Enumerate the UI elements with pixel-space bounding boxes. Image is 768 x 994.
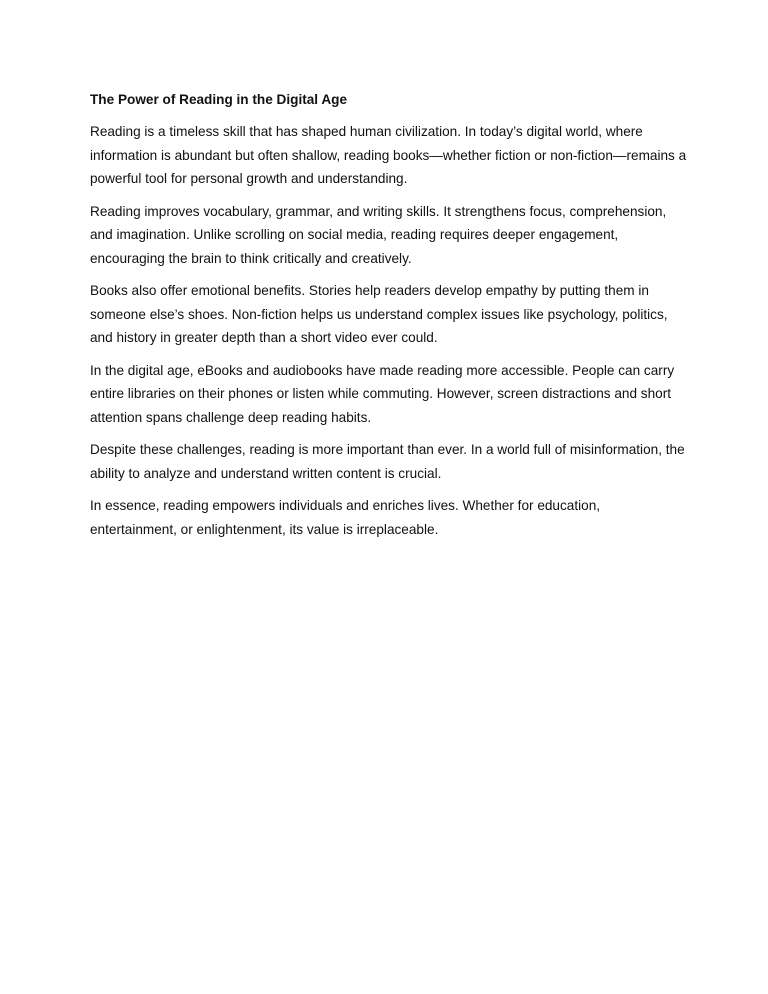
paragraph-skills: Reading improves vocabulary, grammar, and writing skills. It strengthens focus, comprehension, and imagination. Unlike scrolling on social media, reading requires deeper engagement, encouraging the brain to think critically and creatively.	[90, 203, 667, 266]
paragraph-challenges: Despite these challenges, reading is more important than ever. In a world full of misinformation, the ability to analyze and understand written content is crucial.	[90, 442, 685, 481]
document-body	[90, 90, 690, 550]
document-title: The Power of Reading in the Digital Age	[90, 92, 348, 107]
paragraph-intro: Reading is a timeless skill that has shaped human civilization. In today’s digital world, where information is abundant but often shallow, reading books—whether fiction or non-fiction—remains a powerful tool for personal growth and understanding.	[90, 124, 687, 186]
paragraph-emotional-benefits: Books also offer emotional benefits. Stories help readers develop empathy by putting them in someone else’s shoes. Non-fiction helps us understand complex issues like psychology, politics, and history in greater depth than a short video ever could.	[90, 283, 668, 345]
paragraph-digital-age: In the digital age, eBooks and audiobooks have made reading more accessible. People can carry entire libraries on their phones or listen while commuting. However, screen distractions and short attention spans challenge deep reading habits.	[90, 362, 675, 425]
paragraph-conclusion: In essence, reading empowers individuals and enriches lives. Whether for education, entertainment, or enlightenment, its value is irreplaceable.	[90, 498, 601, 537]
